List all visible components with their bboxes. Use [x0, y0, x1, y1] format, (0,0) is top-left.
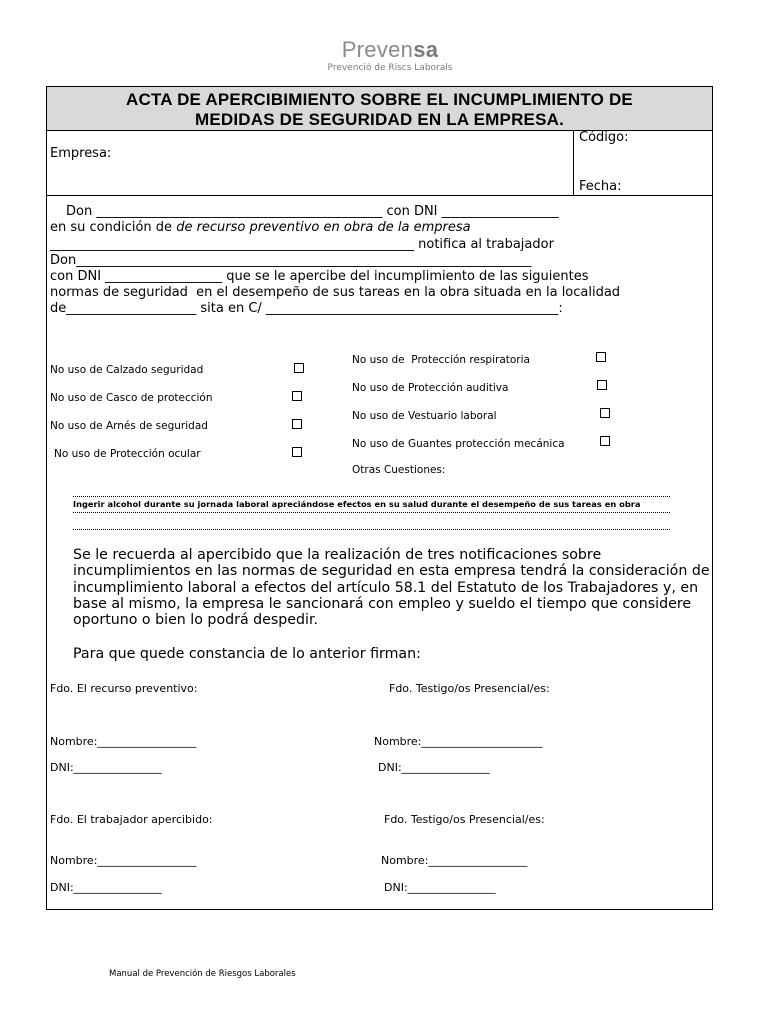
body-line-dni: con DNI __________________ que se le apercibe del incumplimiento de las siguientes [50, 269, 589, 284]
check-label-ocular: No uso de Protección ocular [54, 448, 201, 460]
brand-name: Prevensa [341, 37, 439, 62]
nombre-field[interactable]: Nombre:__________________ [381, 854, 528, 867]
body-line-normas: normas de seguridad en el desempeño de sus tareas en la obra situada en la localidad [50, 285, 621, 300]
dotted-line [73, 512, 670, 513]
dotted-line [73, 529, 670, 530]
nombre-field[interactable]: Nombre:__________________ [50, 735, 197, 748]
document-title: ACTA DE APERCIBIMIENTO SOBRE EL INCUMPLIMIENTO DE MEDIDAS DE SEGURIDAD EN LA EMPRESA. [126, 90, 633, 129]
dni-field[interactable]: DNI:________________ [384, 881, 496, 894]
checkbox-respiratoria[interactable] [596, 352, 606, 362]
checkbox-casco[interactable] [292, 391, 302, 401]
nombre-field[interactable]: Nombre:__________________ [50, 854, 197, 867]
codigo-label: Código: [579, 130, 629, 145]
check-label-guantes: No uso de Guantes protección mecánica [352, 438, 565, 450]
body-line-localidad: de____________________ sita en C/ _____________________________________________: [50, 301, 563, 316]
empresa-label: Empresa: [50, 146, 112, 161]
reminder-line: incumplimiento laboral a efectos del artículo 58.1 del Estatuto de los Trabajadores y, en [73, 580, 699, 596]
reminder-line: oportuno o bien lo podrá despedir. [73, 612, 319, 628]
checkbox-guantes[interactable] [600, 436, 610, 446]
firma-trabajador-label: Fdo. El trabajador apercibido: [50, 813, 213, 826]
dni-field[interactable]: DNI:________________ [50, 761, 162, 774]
title-box [46, 86, 713, 131]
firma-testigo-label: Fdo. Testigo/os Presencial/es: [384, 813, 545, 826]
check-label-auditiva: No uso de Protección auditiva [352, 382, 509, 394]
dotted-line [73, 496, 670, 497]
check-label-respiratoria: No uso de Protección respiratoria [352, 354, 530, 366]
firma-testigo-label: Fdo. Testigo/os Presencial/es: [389, 682, 550, 695]
dni-field[interactable]: DNI:________________ [378, 761, 490, 774]
otras-cuestiones-text: Ingerir alcohol durante su jornada laboral apreciándose efectos en su salud durante el desempeño de sus tareas en obra [73, 499, 641, 509]
brand-logo [315, 38, 465, 74]
footer-text: Manual de Prevención de Riesgos Laborales [109, 969, 296, 979]
checkbox-calzado[interactable] [294, 363, 304, 373]
checkbox-ocular[interactable] [292, 447, 302, 457]
reminder-line: incumplimientos en las normas de seguridad en esta empresa tendrá la consideración de [73, 563, 710, 579]
check-label-casco: No uso de Casco de protección [50, 392, 213, 404]
fecha-label: Fecha: [579, 179, 622, 194]
checkbox-vestuario[interactable] [600, 408, 610, 418]
firma-recurso-label: Fdo. El recurso preventivo: [50, 682, 198, 695]
body-line-don2: Don______________________________________________________________________ [50, 253, 532, 268]
dni-field[interactable]: DNI:________________ [50, 881, 162, 894]
checkbox-auditiva[interactable] [597, 380, 607, 390]
brand-tagline: Prevenció de Riscs Laborals [327, 63, 453, 73]
otras-cuestiones-label: Otras Cuestiones: [352, 464, 446, 476]
body-line-condicion: en su condición de de recurso preventivo en obra de la empresa [50, 220, 471, 235]
checkbox-arnes[interactable] [292, 419, 302, 429]
reminder-line: Se le recuerda al apercibido que la realización de tres notificaciones sobre [73, 547, 602, 563]
reminder-line: base al mismo, la empresa le sancionará con empleo y sueldo el tiempo que considere [73, 596, 692, 612]
check-label-vestuario: No uso de Vestuario laboral [352, 410, 497, 422]
body-line-don: Don ____________________________________________ con DNI __________________ [66, 204, 559, 219]
header-divider [573, 130, 574, 196]
nombre-field[interactable]: Nombre:______________________ [374, 735, 543, 748]
body-line-notifica: ________________________________________________________ notifica al trabajador [50, 237, 554, 252]
constancia-text: Para que quede constancia de lo anterior firman: [73, 646, 421, 662]
check-label-arnes: No uso de Arnés de seguridad [50, 420, 208, 432]
check-label-calzado: No uso de Calzado seguridad [50, 364, 204, 376]
